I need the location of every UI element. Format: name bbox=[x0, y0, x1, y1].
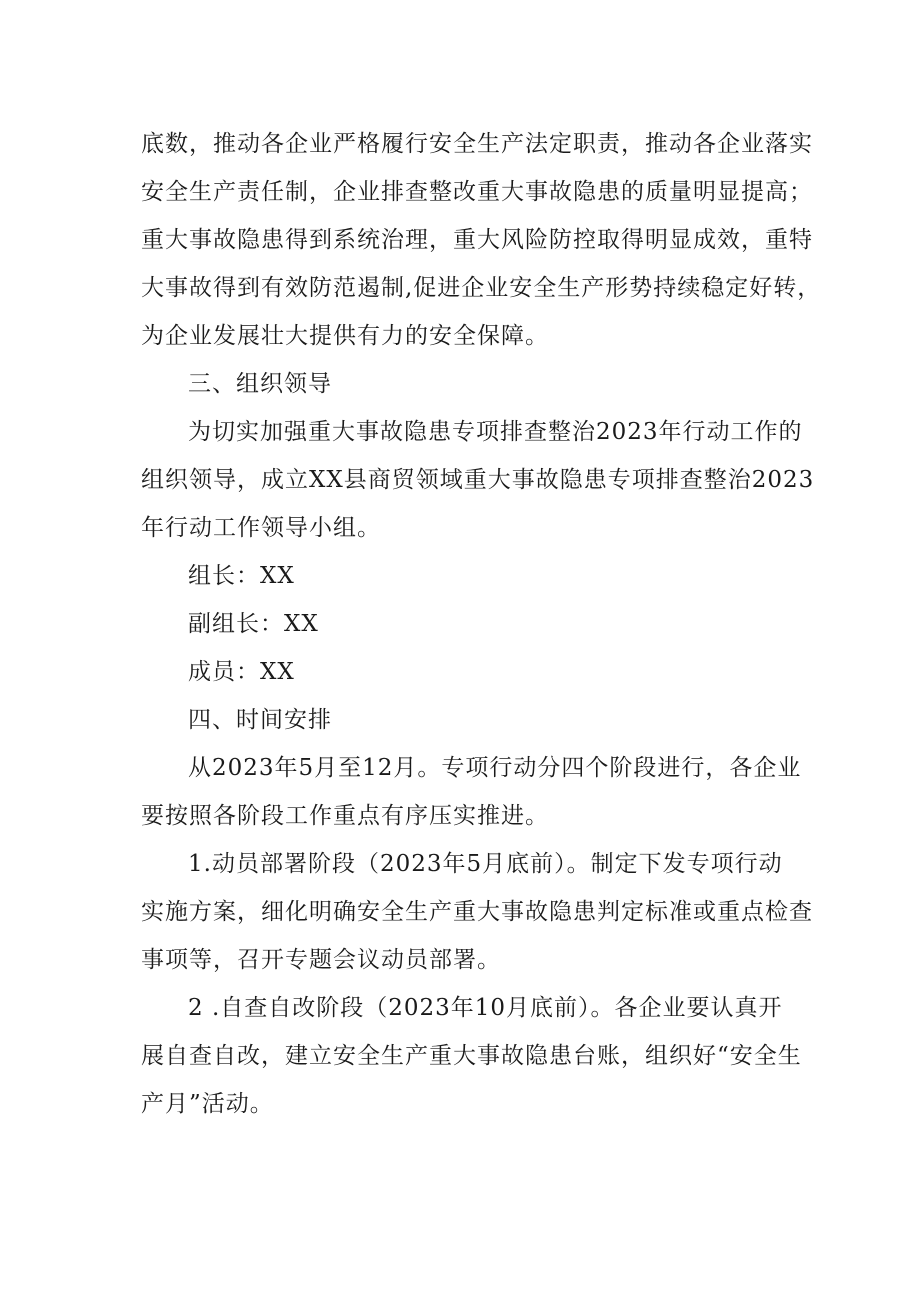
text-line: 展自查自改，建立安全生产重大事故隐患台账，组织好“安全生 bbox=[141, 1043, 802, 1069]
text-line: 从2023年5月至12月。专项行动分四个阶段进行，各企业 bbox=[188, 755, 802, 781]
text-line: 2 .自查自改阶段（2023年10月底前）。各企业要认真开 bbox=[188, 995, 783, 1021]
text-line: 1.动员部署阶段（2023年5月底前）。制定下发专项行动 bbox=[188, 851, 783, 877]
text-line: 要按照各阶段工作重点有序压实推进。 bbox=[141, 803, 549, 829]
text-line: 大事故得到有效防范遏制,促进企业安全生产形势持续稳定好转， bbox=[141, 275, 822, 301]
text-line: 实施方案，细化明确安全生产重大事故隐患判定标准或重点检查 bbox=[141, 899, 813, 925]
text-line: 产月”活动。 bbox=[141, 1091, 274, 1117]
text-line: 为企业发展壮大提供有力的安全保障。 bbox=[141, 323, 549, 349]
paragraph-continuation bbox=[141, 120, 822, 360]
leader-line: 组长：XX bbox=[188, 563, 295, 589]
text-line: 底数，推动各企业严格履行安全生产法定职责，推动各企业落实 bbox=[141, 131, 813, 157]
text-line: 安全生产责任制，企业排查整改重大事故隐患的质量明显提高； bbox=[141, 179, 813, 205]
deputy-leader-line: 副组长：XX bbox=[188, 611, 319, 637]
text-line: 事项等，召开专题会议动员部署。 bbox=[141, 947, 501, 973]
text-line: 为切实加强重大事故隐患专项排查整治2023年行动工作的 bbox=[188, 419, 803, 445]
section-three bbox=[141, 360, 815, 696]
text-line: 组织领导，成立XX县商贸领域重大事故隐患专项排查整治2023 bbox=[141, 467, 815, 493]
section-four bbox=[141, 696, 813, 1128]
text-line: 重大事故隐患得到系统治理，重大风险防控取得明显成效，重特 bbox=[141, 227, 813, 253]
members-line: 成员：XX bbox=[188, 659, 295, 685]
section-heading: 四、时间安排 bbox=[188, 707, 332, 733]
section-heading: 三、组织领导 bbox=[188, 371, 332, 397]
text-line: 年行动工作领导小组。 bbox=[141, 515, 381, 541]
